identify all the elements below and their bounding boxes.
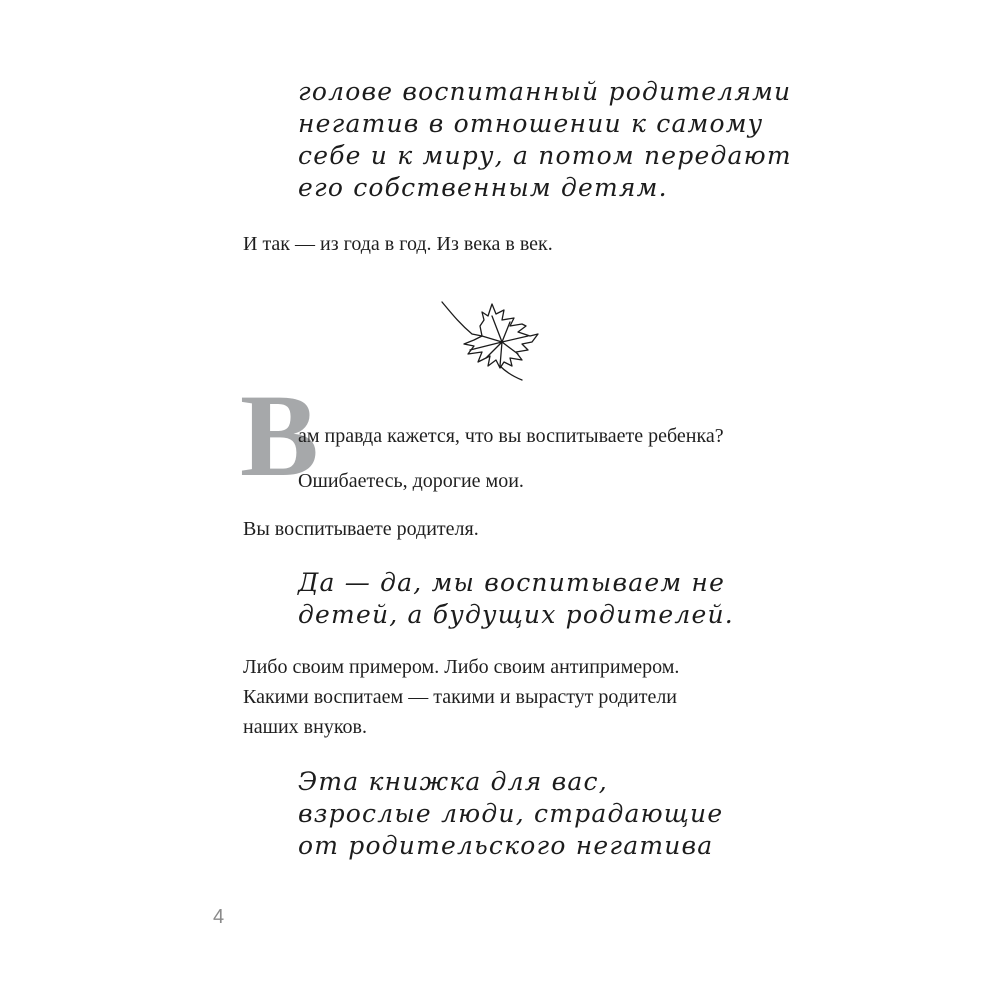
paragraph-3-line-1: Либо своим примером. Либо своим антипримером.: [243, 656, 680, 678]
quote-3-line-3: от родительского негатива: [298, 831, 714, 860]
quote-2-line-2: детей, а будущих родителей.: [298, 600, 734, 629]
paragraph-3: [243, 652, 679, 742]
quote-1-line-3: себе и к миру, а потом передают: [298, 141, 792, 170]
page-number: 4: [213, 906, 225, 928]
paragraph-2: Вы воспитываете родителя.: [243, 518, 479, 540]
handwritten-quote-2: [298, 567, 734, 631]
handwritten-quote-1: [298, 76, 792, 204]
maple-leaf-icon: [438, 296, 548, 382]
quote-1-line-1: голове воспитанный родителями: [298, 77, 792, 106]
dropcap-letter: В: [240, 370, 319, 501]
quote-3-line-1: Эта книжка для вас,: [298, 767, 608, 796]
quote-3-line-2: взрослые люди, страдающие: [298, 799, 724, 828]
paragraph-3-line-2: Какими воспитаем — такими и вырастут родители: [243, 686, 678, 708]
paragraph-1: И так — из года в год. Из века в век.: [243, 233, 553, 255]
dropcap-paragraph-line-1: ам правда кажется, что вы воспитываете ребенка?: [298, 425, 724, 447]
quote-2-line-1: Да — да, мы воспитываем не: [298, 568, 726, 597]
paragraph-3-line-3: наших внуков.: [243, 716, 367, 738]
handwritten-quote-3: [298, 766, 723, 862]
quote-1-line-4: его собственным детям.: [298, 173, 668, 202]
dropcap-paragraph-line-2: Ошибаетесь, дорогие мои.: [298, 470, 524, 492]
quote-1-line-2: негатив в отношении к самому: [298, 109, 764, 138]
